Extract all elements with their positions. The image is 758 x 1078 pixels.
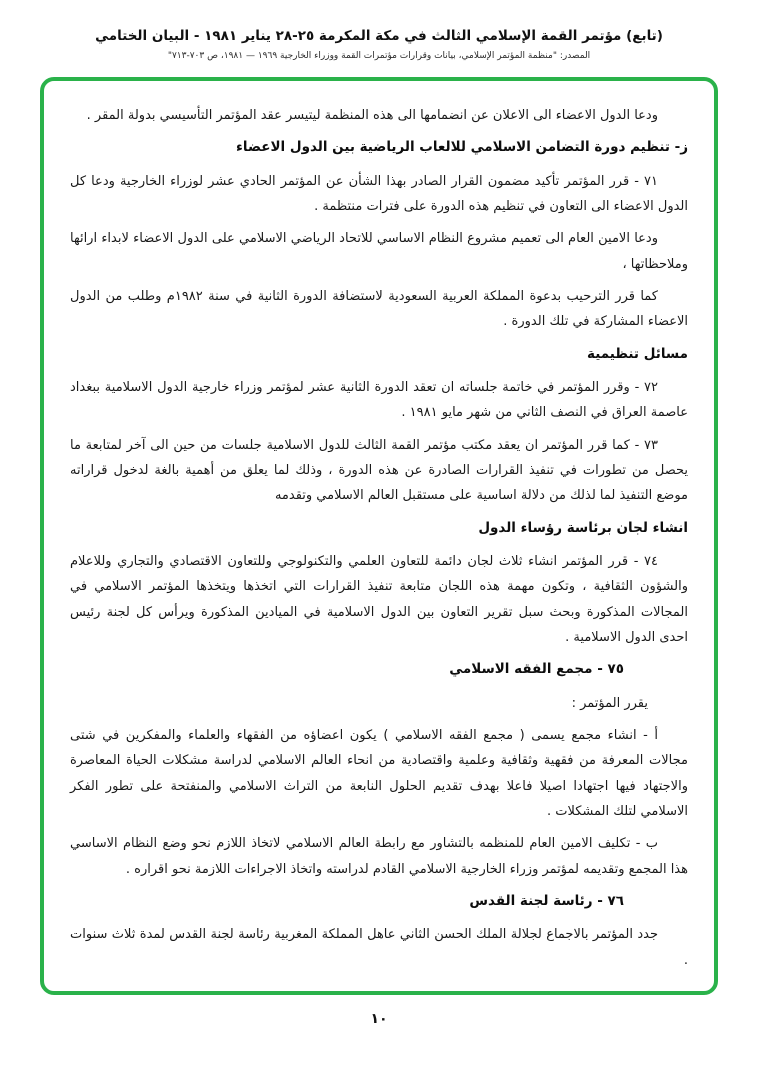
paragraph: ٧٤ - قرر المؤتمر انشاء ثلاث لجان دائمة للتعاون العلمي والتكنولوجي وللتعاون الاقتصادي والتجاري وللاعلام والشؤون الثقافية ، وتكون مهمة هذه اللجان متابعة تنفيذ القرارات التي اتخذها ويتخذها المؤتمر الاسلامي في المجالات المذكورة وبحث سبل تقرير التعاون بين الدول الاسلامية في الميادين المذكورة ويرأس كل لجنة رئيس احدى الدول الاسلامية .	[70, 554, 688, 646]
paragraph: ودعا الدول الاعضاء الى الاعلان عن انضمامها الى هذه المنظمة ليتيسر عقد المؤتمر التأسيسي بدولة المقر .	[86, 108, 658, 123]
document-source-line: المصدر: "منظمة المؤتمر الإسلامي، بيانات وقرارات مؤتمرات القمة ووزراء الخارجية ١٩٦٩ — ١٩٨١، ص ٧٠٣-٧١٣"	[167, 51, 591, 61]
paragraph: جدد المؤتمر بالاجماع لجلالة الملك الحسن الثاني عاهل المملكة المغربية رئاسة لجنة القدس لمدة ثلاث سنوات .	[70, 927, 688, 968]
page-number: ١٠	[370, 1011, 388, 1027]
section-heading: انشاء لجان برئاسة رؤساء الدول	[478, 519, 688, 536]
content-border-box	[40, 77, 718, 995]
paragraph: ودعا الامين العام الى تعميم مشروع النظام الاساسي للاتحاد الرياضي الاسلامي على الدول الاعضاء لابداء ارائها وملاحظاتها ،	[70, 231, 688, 272]
paragraph: يقرر المؤتمر :	[571, 695, 648, 711]
section-heading: ٧٦ - رئاسة لجنة القدس	[469, 893, 624, 910]
paragraph: ٧١ - قرر المؤتمر تأكيد مضمون القرار الصادر بهذا الشأن عن المؤتمر الحادي عشر لوزراء الخارجية ودعا كل الدول الاعضاء الى التعاون في تنظيم هذه الدورة على فترات منتظمة .	[70, 173, 688, 214]
document-body	[70, 103, 688, 973]
paragraph: كما قرر الترحيب بدعوة المملكة العربية السعودية لاستضافة الدورة الثانية في سنة ١٩٨٢م وطلب من الدول الاعضاء المشاركة في تلك الدورة .	[70, 289, 688, 330]
section-heading: ٧٥ - مجمع الفقه الاسلامي	[449, 661, 624, 678]
document-title: (تابع) مؤتمر القمة الإسلامي الثالث في مكة المكرمة ٢٥-٢٨ يناير ١٩٨١ - البيان الختامي	[95, 28, 663, 44]
section-heading: مسائل تنظيمية	[587, 345, 688, 362]
paragraph: ٧٢ - وقرر المؤتمر في خاتمة جلساته ان تعقد الدورة الثانية عشر لمؤتمر وزراء خارجية الدول الاسلامية ببغداد عاصمة العراق في النصف الثاني من شهر مايو ١٩٨١ .	[70, 380, 688, 421]
paragraph: أ - انشاء مجمع يسمى ( مجمع الفقه الاسلامي ) يكون اعضاؤه من الفقهاء والعلماء والمفكرين في شتى مجالات المعرفة من فقهية وثقافية وعلمية واقتصادية من انحاء العالم الاسلامي لدراسة مشكلات الحياة المعاصرة والاجتهاد فيها اجتهادا اصيلا فاعلا بهدف تقديم الحلول النابعة من التراث الاسلامي والمنفتحة على تطور الفكر الاسلامي لتلك المشكلات .	[70, 728, 688, 820]
document-header	[0, 0, 758, 61]
section-heading: ز- تنظيم دورة التضامن الاسلامي للالعاب الرياضية بين الدول الاعضاء	[236, 139, 688, 156]
paragraph: ٧٣ - كما قرر المؤتمر ان يعقد مكتب مؤتمر القمة الثالث للدول الاسلامية جلسات من حين الى آخر لمتابعة ما يحصل من تطورات في تنفيذ القرارات الصادرة عن هذه الدورة ، وذلك لما يعلق من أهمية بالغة لدخول قراراته موضع التنفيذ لما لذلك من دلالة اساسية على مستقبل العالم الاسلامي وتقدمه	[70, 437, 688, 504]
paragraph: ب - تكليف الامين العام للمنظمه بالتشاور مع رابطة العالم الاسلامي لاتخاذ اللازم نحو وضع النظام الاساسي هذا المجمع وتقديمه لمؤتمر وزراء الخارجية الاسلامي القادم لدراسته واتخاذ الاجراءات اللازمة نحو اقراره .	[70, 836, 688, 877]
page-footer	[0, 1011, 758, 1027]
